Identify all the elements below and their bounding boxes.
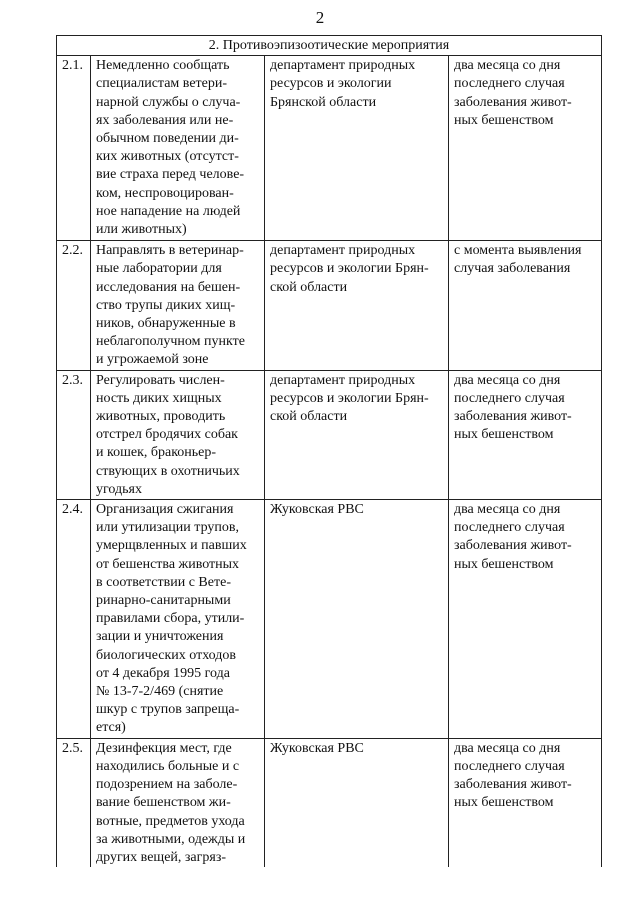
text-line: ской области — [270, 279, 348, 295]
text-line: других вещей, загряз- — [96, 849, 227, 865]
page-number: 2 — [315, 8, 325, 27]
text-line: ствующих в охотничьих — [96, 463, 240, 479]
text-line: и угрожаемой зоне — [96, 352, 209, 368]
text-line: последнего случая — [454, 390, 565, 406]
text-line: два месяца со дня — [454, 502, 561, 518]
row-number: 2.5. — [57, 738, 91, 867]
text-line: ных бешенством — [454, 112, 554, 128]
text-line: заболевания живот- — [454, 409, 572, 425]
text-line: ство трупы диких хищ- — [96, 297, 236, 313]
deadline-cell — [449, 738, 602, 867]
text-line: Жуковская РВС — [270, 740, 364, 756]
text-line: ком, неспровоцирован- — [96, 185, 234, 201]
text-line: животных, проводить — [96, 409, 226, 425]
deadline-cell — [449, 56, 602, 241]
text-line: два месяца со дня — [454, 740, 561, 756]
action-cell — [91, 370, 265, 499]
text-line: Дезинфекция мест, где — [96, 740, 232, 756]
text-line: правилами сбора, утили- — [96, 611, 245, 627]
text-line: подозрением на заболе- — [96, 777, 238, 793]
action-cell — [91, 241, 265, 370]
text-line: Направлять в ветеринар- — [96, 243, 244, 259]
text-line: случая заболевания — [454, 261, 571, 277]
row-number: 2.1. — [57, 56, 91, 241]
deadline-cell — [449, 241, 602, 370]
text-line: департамент природных — [270, 243, 416, 259]
text-line: Немедленно сообщать — [96, 58, 230, 74]
action-cell — [91, 500, 265, 739]
table-row — [57, 241, 602, 370]
text-line: ях заболевания или не- — [96, 112, 234, 128]
action-cell — [91, 56, 265, 241]
text-line: Организация сжигания — [96, 502, 234, 518]
text-line: умерщвленных и павших — [96, 538, 247, 554]
text-line: заболевания живот- — [454, 777, 572, 793]
text-line: Регулировать числен- — [96, 372, 225, 388]
text-line: последнего случая — [454, 520, 565, 536]
text-line: Жуковская РВС — [270, 502, 364, 518]
row-number: 2.3. — [57, 370, 91, 499]
text-line: ных бешенством — [454, 795, 554, 811]
measures-table — [56, 35, 602, 867]
text-line: с момента выявления — [454, 243, 582, 259]
text-line: в соответствии с Вете- — [96, 574, 231, 590]
text-line: находились больные и с — [96, 758, 240, 774]
row-number: 2.4. — [57, 500, 91, 739]
text-line: от бешенства животных — [96, 556, 240, 572]
text-line: биологических отходов — [96, 647, 236, 663]
text-line: ресурсов и экологии Брян- — [270, 390, 429, 406]
text-line: два месяца со дня — [454, 58, 561, 74]
action-cell — [91, 738, 265, 867]
responsible-cell — [265, 241, 449, 370]
text-line: ких животных (отсутст- — [96, 149, 239, 165]
text-line: и кошек, браконьер- — [96, 445, 217, 461]
text-line: № 13-7-2/469 (снятие — [96, 684, 224, 700]
text-line: ется) — [96, 720, 126, 736]
responsible-cell — [265, 500, 449, 739]
table-row — [57, 370, 602, 499]
text-line: ской области — [270, 409, 348, 425]
deadline-cell — [449, 500, 602, 739]
text-line: заболевания живот- — [454, 94, 572, 110]
text-line: вие страха перед челове- — [96, 167, 245, 183]
text-line: Брянской области — [270, 94, 377, 110]
responsible-cell — [265, 56, 449, 241]
text-line: или животных) — [96, 222, 187, 238]
text-line: вотные, предметов ухода — [96, 813, 245, 829]
text-line: или утилизации трупов, — [96, 520, 239, 536]
row-number: 2.2. — [57, 241, 91, 370]
text-line: два месяца со дня — [454, 372, 561, 388]
text-line: исследования на бешен- — [96, 279, 241, 295]
text-line: зации и уничтожения — [96, 629, 224, 645]
text-line: ность диких хищных — [96, 390, 222, 406]
text-line: ных бешенством — [454, 427, 554, 443]
text-line: нарной службы о случа- — [96, 94, 241, 110]
text-line: департамент природных — [270, 58, 416, 74]
table-row — [57, 738, 602, 867]
text-line: отстрел бродячих собак — [96, 427, 238, 443]
text-line: ные лаборатории для — [96, 261, 222, 277]
responsible-cell — [265, 370, 449, 499]
text-line: последнего случая — [454, 76, 565, 92]
table-row — [57, 56, 602, 241]
text-line: обычном поведении ди- — [96, 131, 239, 147]
text-line: угодьях — [96, 481, 142, 497]
text-line: неблагополучном пункте — [96, 334, 245, 350]
text-line: от 4 декабря 1995 года — [96, 665, 230, 681]
text-line: заболевания живот- — [454, 538, 572, 554]
section-title: 2. Противоэпизоотические мероприятия — [57, 36, 602, 56]
text-line: ресурсов и экологии — [270, 76, 392, 92]
responsible-cell — [265, 738, 449, 867]
text-line: вание бешенством жи- — [96, 795, 231, 811]
text-line: за животными, одежды и — [96, 831, 246, 847]
text-line: последнего случая — [454, 758, 565, 774]
text-line: ресурсов и экологии Брян- — [270, 261, 429, 277]
text-line: шкур с трупов запреща- — [96, 702, 240, 718]
deadline-cell — [449, 370, 602, 499]
text-line: ников, обнаруженные в — [96, 316, 236, 332]
text-line: ринарно-санитарными — [96, 593, 231, 609]
table-row — [57, 500, 602, 739]
text-line: специалистам ветери- — [96, 76, 228, 92]
text-line: ных бешенством — [454, 556, 554, 572]
text-line: ное нападение на людей — [96, 203, 241, 219]
text-line: департамент природных — [270, 372, 416, 388]
